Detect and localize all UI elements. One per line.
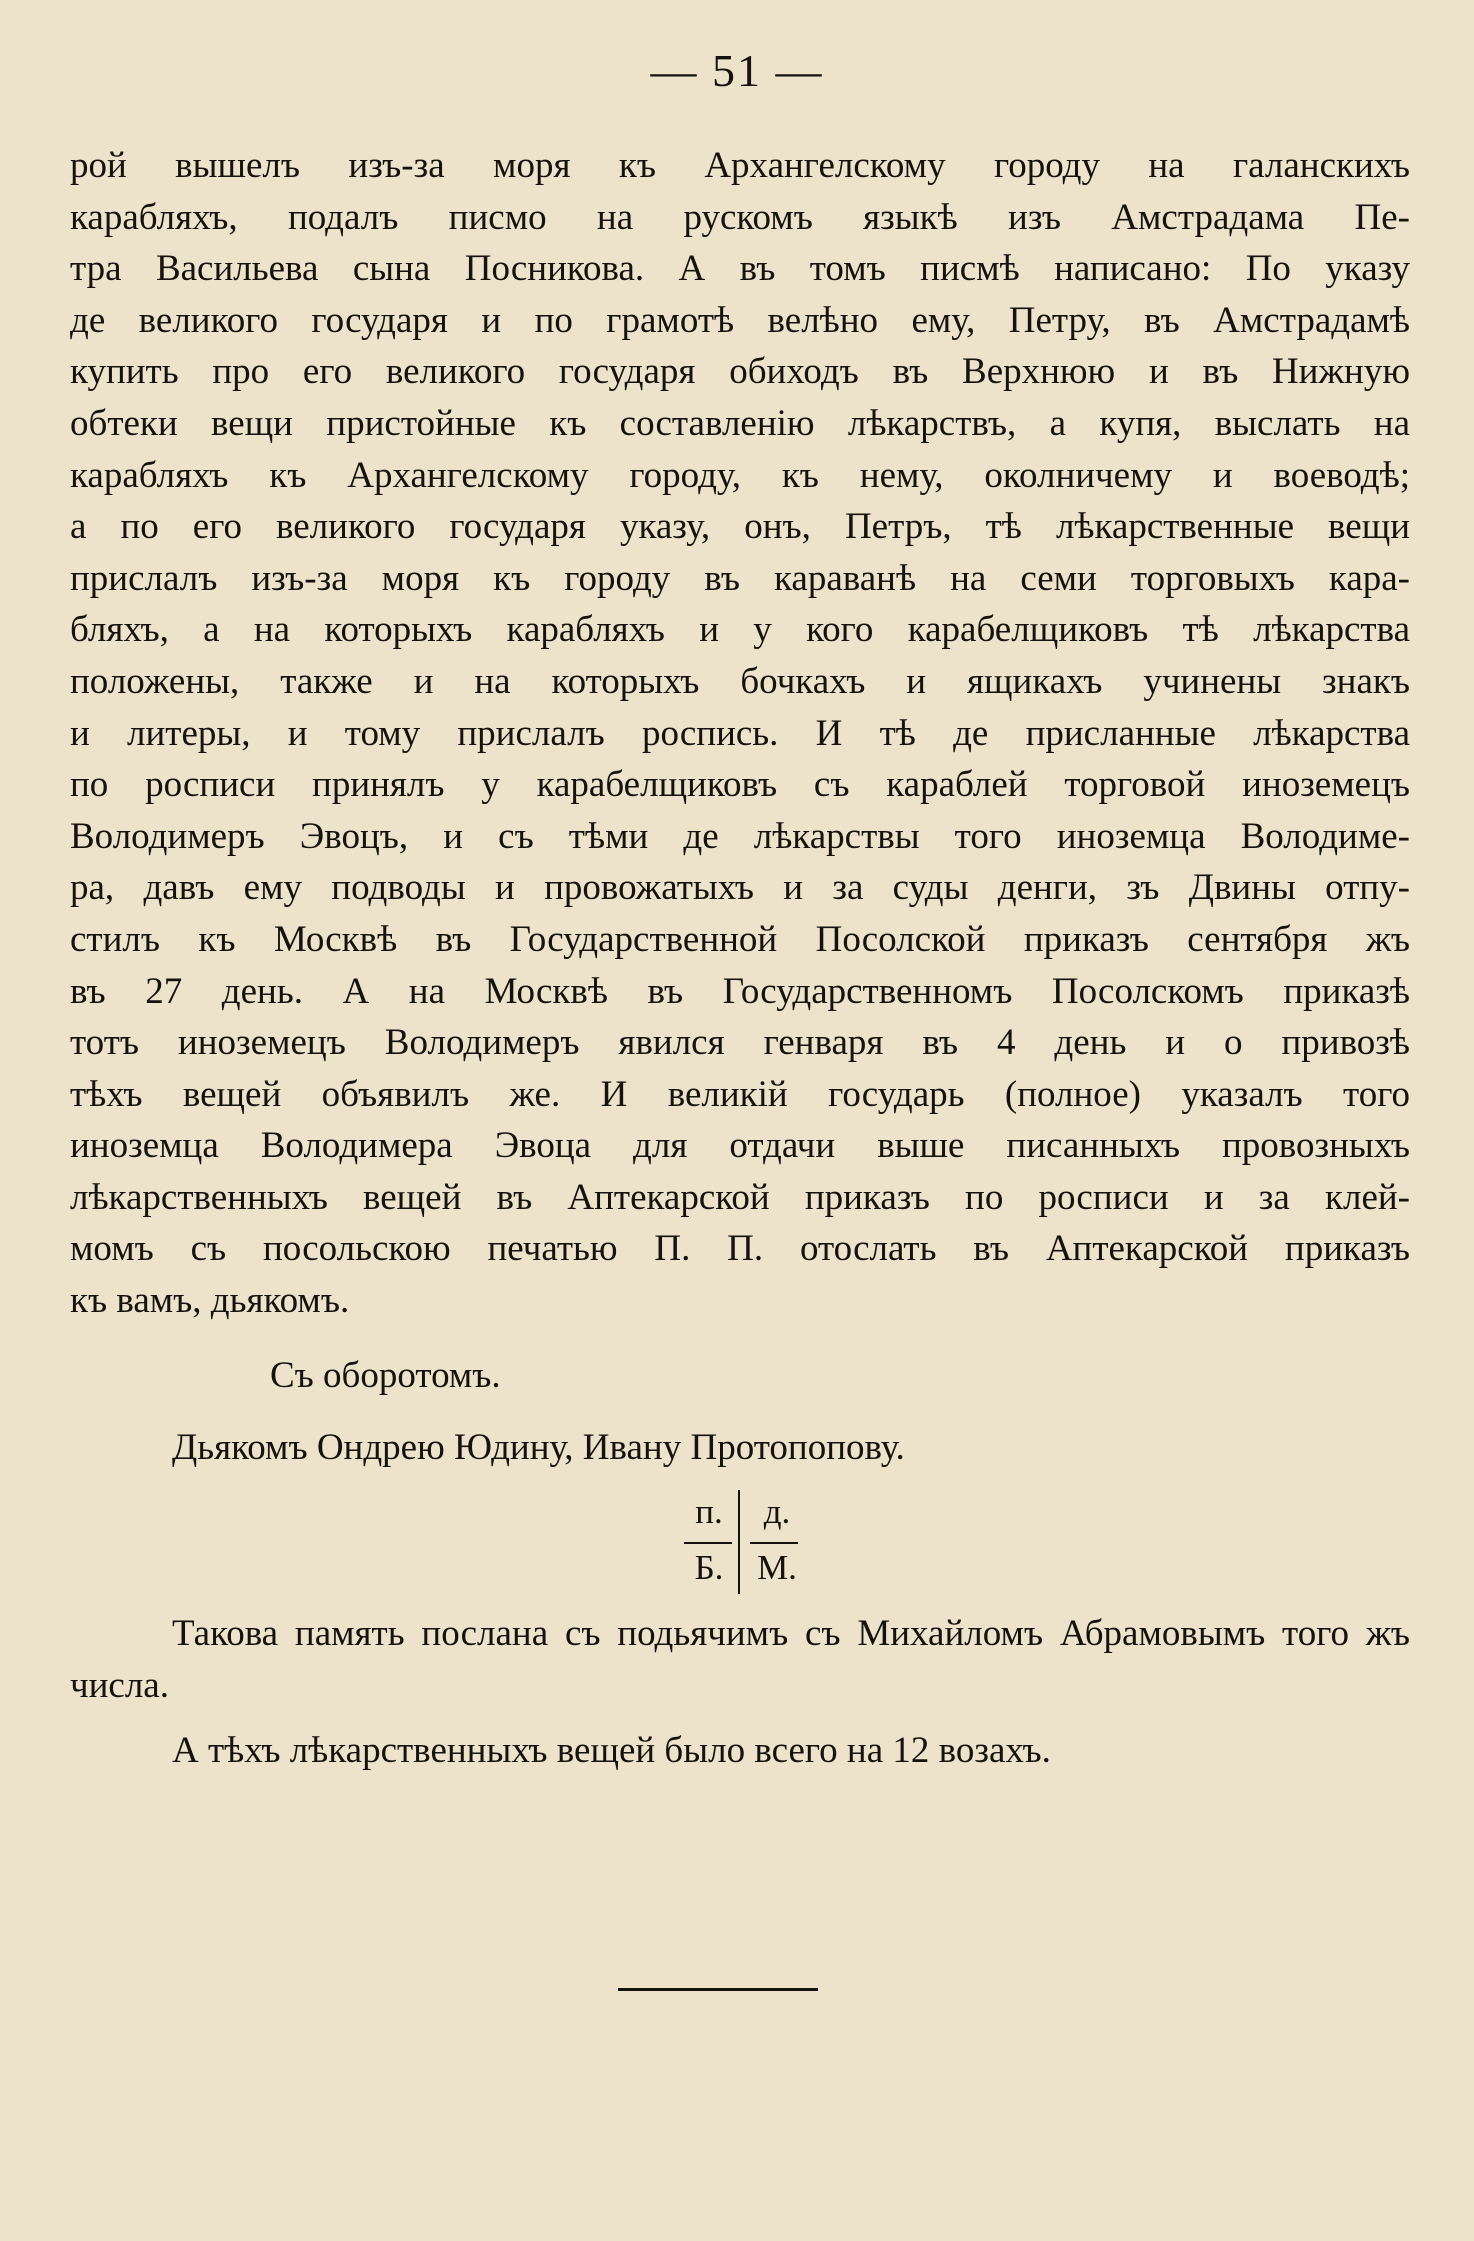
seal-bottom-left: Б. (694, 1548, 724, 1587)
seal-top-right: д. (763, 1492, 791, 1531)
text-line: лѣкарственныхъ вещей въ Аптекарской приказъ по росписи и за клей- (70, 1176, 1410, 1218)
text-line: по росписи принялъ у карабелщиковъ съ караблей торговой иноземецъ (70, 764, 1410, 806)
seal-left-divider (684, 1542, 732, 1544)
text-line: прислалъ изъ-за моря къ городу въ караванѣ на семи торговыхъ кара- (70, 557, 1410, 599)
memo-paragraph-1: Такова память послана съ подьячимъ съ Михайломъ Абрамовымъ того жъ числа. (70, 1613, 1410, 1706)
seal-top-left: п. (695, 1492, 723, 1531)
text-line: тра Васильева сына Посникова. А въ томъ писмѣ написано: По указу (70, 248, 1410, 290)
text-line: Володимеръ Эвоцъ, и съ тѣми де лѣкарствы того иноземца Володиме- (70, 815, 1410, 857)
text-line: рой вышелъ изъ-за моря къ Архангелскому городу на галанскихъ (70, 145, 1410, 186)
page-number: — 51 — (650, 45, 824, 96)
text-line: тотъ иноземецъ Володимеръ явился генваря въ 4 день и о привозѣ (70, 1022, 1410, 1064)
reverse-side-note: Съ оборотомъ. (270, 1355, 501, 1396)
text-line: тѣхъ вещей объявилъ же. И великій государь (полное) указалъ того (70, 1073, 1410, 1115)
addressee-line: Дьякомъ Ондрею Юдину, Ивану Протопопову. (172, 1427, 905, 1468)
seal-bottom-right: М. (757, 1548, 797, 1587)
text-line: а по его великого государя указу, онъ, Петръ, тѣ лѣкарственные вещи (70, 506, 1410, 548)
seal-right-divider (750, 1542, 798, 1544)
memo-text-block (70, 1608, 1410, 1777)
text-line: обтеки вещи пристойные къ составленію лѣкарствъ, а купя, выслать на (70, 402, 1410, 444)
text-line: де великого государя и по грамотѣ велѣно ему, Петру, въ Амстрадамѣ (70, 299, 1410, 341)
text-line: положены, также и на которыхъ бочкахъ и ящикахъ учинены знакъ (70, 660, 1410, 702)
memo-paragraph-2: А тѣхъ лѣкарственныхъ вещей было всего на 12 возахъ. (172, 1730, 1051, 1772)
text-line: стилъ къ Москвѣ въ Государственной Посолской приказъ сентября жъ (70, 918, 1410, 960)
text-line: и литеры, и тому прислалъ роспись. И тѣ де присланные лѣкарства (70, 712, 1410, 754)
main-text-block (70, 140, 1410, 1327)
end-rule (618, 1988, 818, 1991)
text-line: момъ съ посольскою печатью П. П. отослать въ Аптекарской приказъ (70, 1228, 1410, 1270)
text-line: иноземца Володимера Эвоца для отдачи выше писанныхъ провозныхъ (70, 1125, 1410, 1167)
text-line: ра, давъ ему подводы и провожатыхъ и за суды денги, зъ Двины отпу- (70, 867, 1410, 909)
seal-vertical-divider (738, 1490, 740, 1594)
seal-abbreviation-block (680, 1490, 810, 1600)
text-line: къ вамъ, дьякомъ. (70, 1280, 350, 1322)
text-line: карабляхъ къ Архангелскому городу, къ нему, околничему и воеводѣ; (70, 454, 1410, 496)
text-line: карабляхъ, подалъ писмо на рускомъ языкѣ изъ Амстрадама Пе- (70, 196, 1410, 238)
text-line: бляхъ, а на которыхъ карабляхъ и у кого карабелщиковъ тѣ лѣкарства (70, 609, 1410, 651)
text-line: въ 27 день. А на Москвѣ въ Государственномъ Посолскомъ приказѣ (70, 970, 1410, 1012)
text-line: купить про его великого государя обиходъ въ Верхнюю и въ Нижную (70, 351, 1410, 393)
